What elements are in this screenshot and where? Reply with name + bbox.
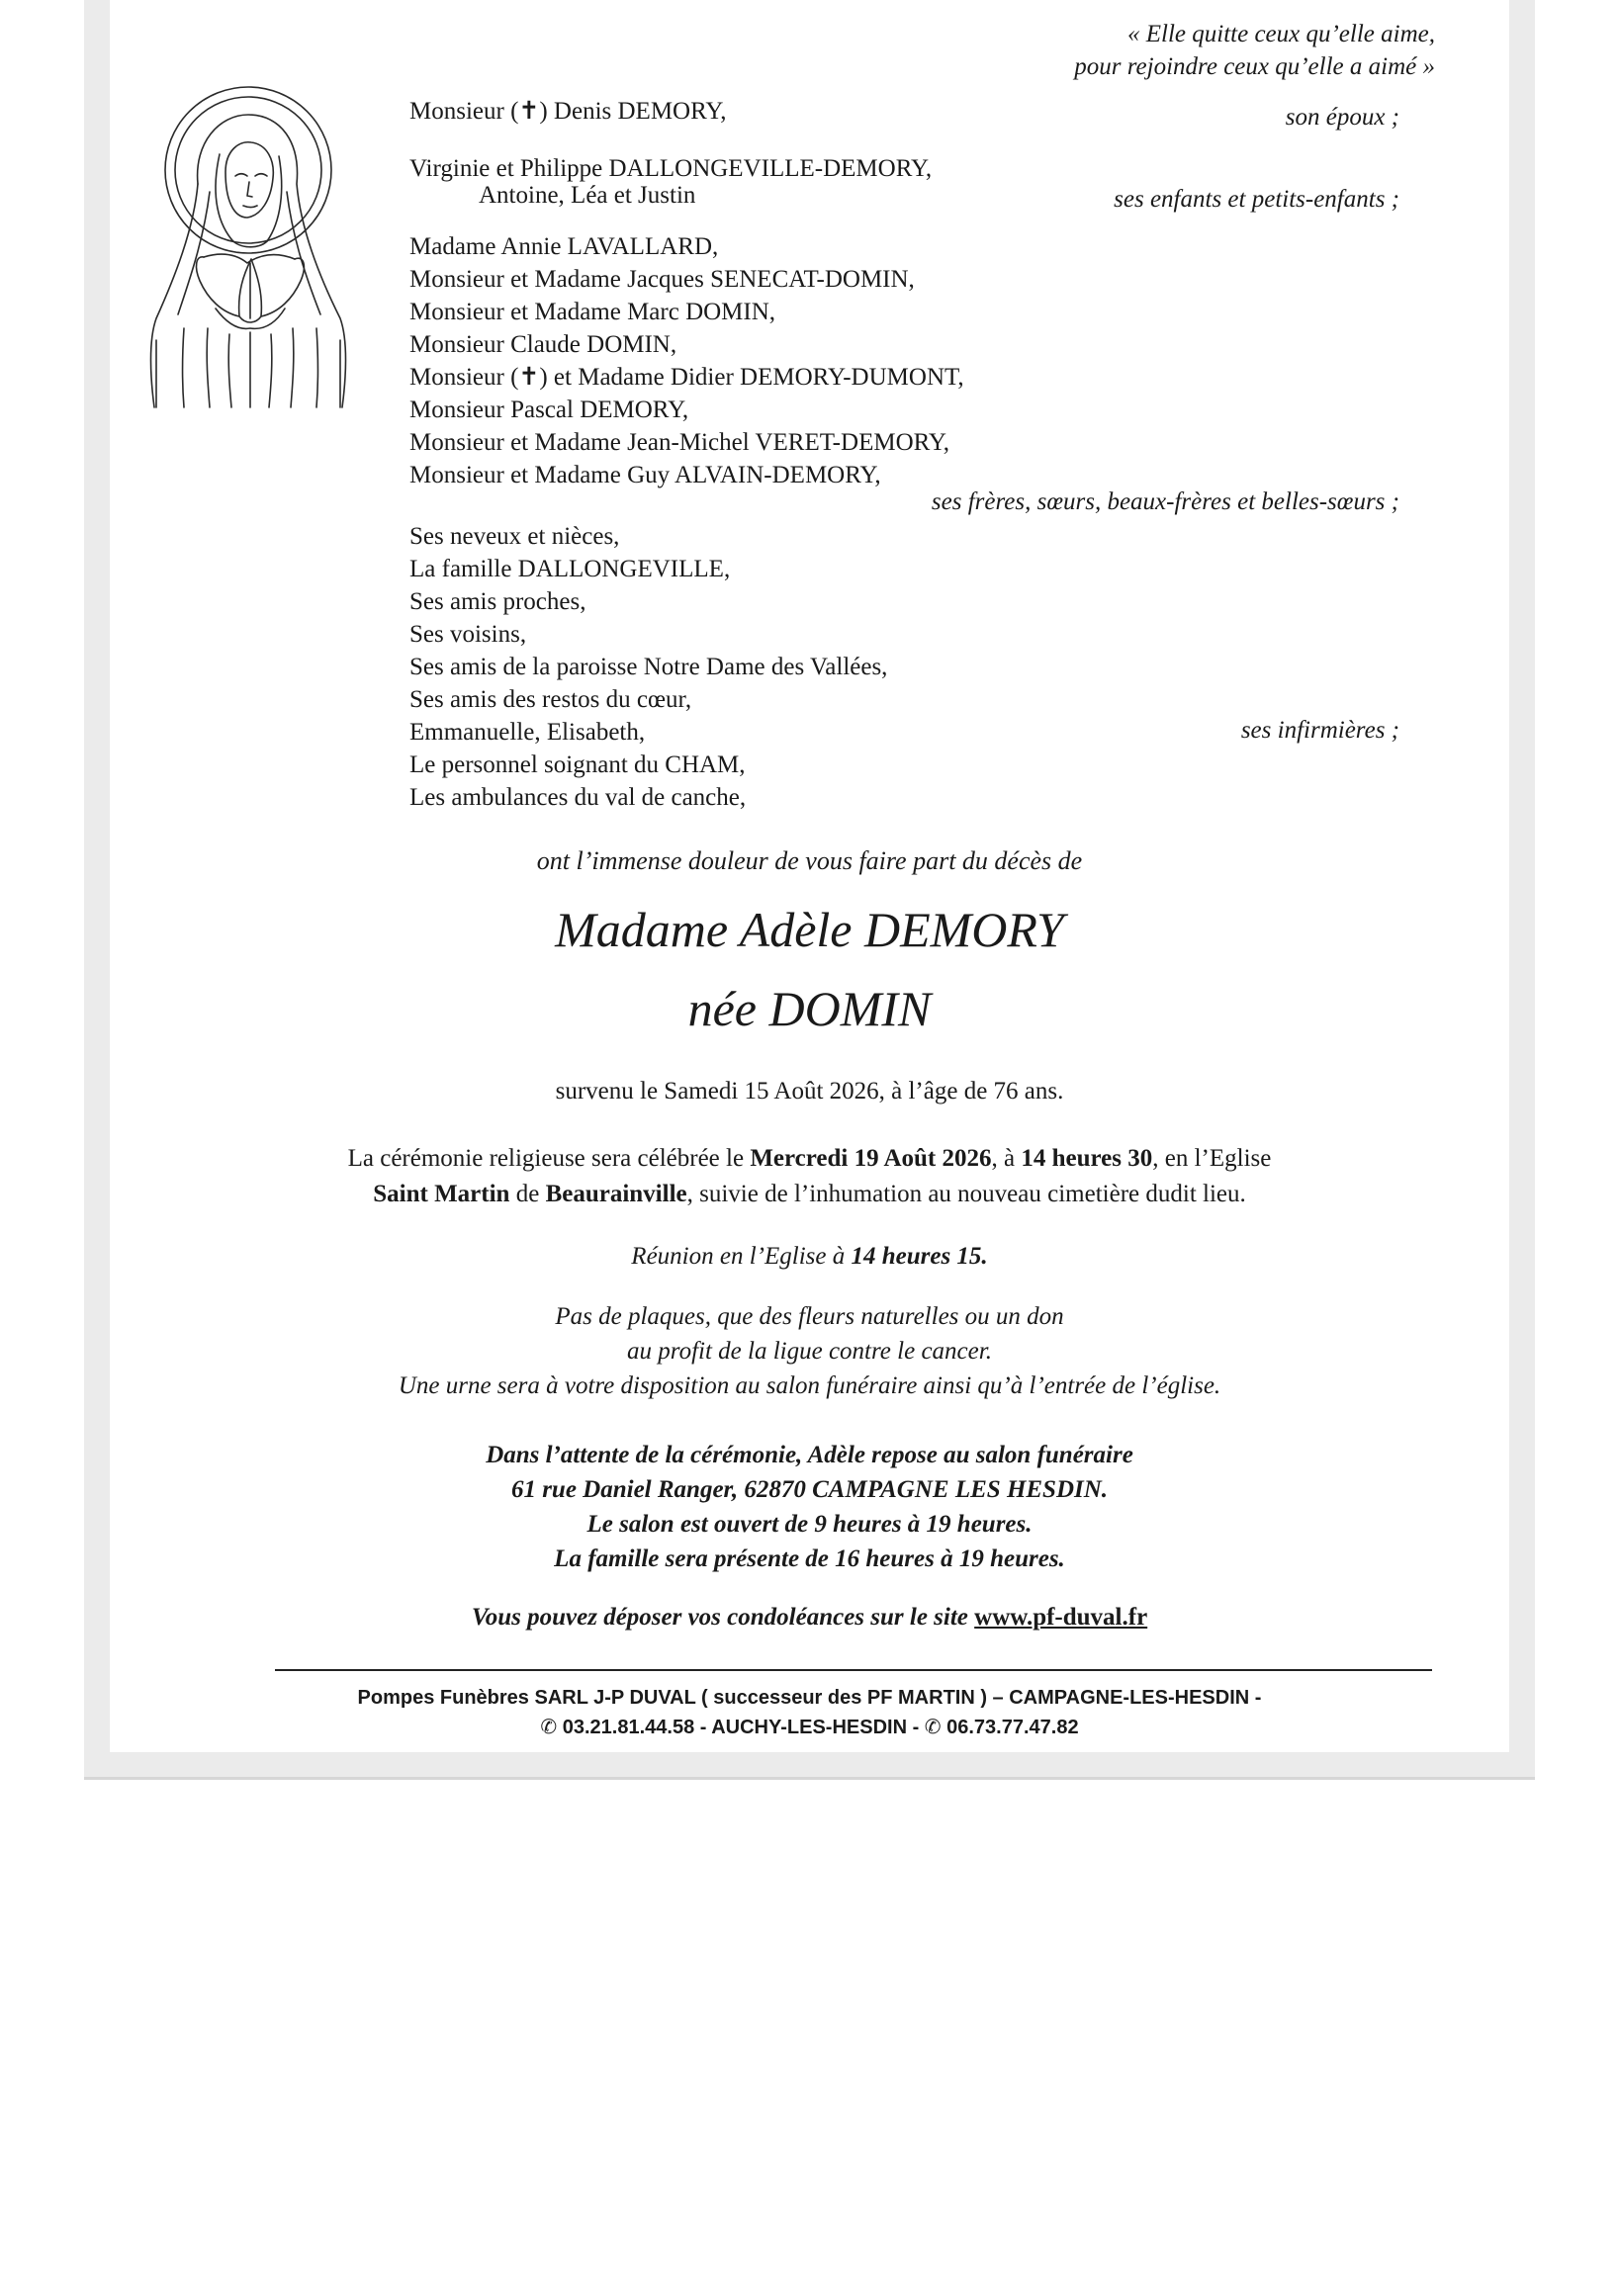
condolences-website-link[interactable]: www.pf-duval.fr (974, 1604, 1148, 1631)
reunion-time: 14 heures 15. (851, 1243, 988, 1270)
spouse-relation: son époux ; (1285, 104, 1399, 131)
other-name: Le personnel soignant du CHAM, (409, 751, 746, 778)
sibling-name: Monsieur et Madame Jean-Michel VERET-DEMORY, (409, 429, 949, 456)
sibling-name: Monsieur et Madame Guy ALVAIN-DEMORY, (409, 462, 881, 488)
death-info: survenu le Samedi 15 Août 2026, à l’âge de 76 ans. (555, 1078, 1064, 1104)
footer-line-1: Pompes Funèbres SARL J-P DUVAL ( successeur des PF MARTIN ) – CAMPAGNE-LES-HESDIN - (357, 1687, 1262, 1709)
reunion-text: Réunion en l’Eglise à (631, 1243, 852, 1270)
quote-line-2: pour rejoindre ceux qu’elle a aimé » (1074, 53, 1435, 80)
sibling-name: Monsieur Pascal DEMORY, (409, 397, 689, 423)
siblings-relation: ses frères, sœurs, beaux-frères et belles-sœurs ; (931, 488, 1399, 515)
ceremony-text: La cérémonie religieuse sera célébrée le (347, 1145, 751, 1172)
other-name: Ses amis des restos du cœur, (409, 686, 692, 713)
announcement: ont l’immense douleur de vous faire part du décès de (536, 846, 1083, 875)
children-relation: ses enfants et petits-enfants ; (1114, 186, 1399, 213)
ceremony-text: , à (991, 1145, 1022, 1172)
footer-line-2 (0, 1713, 1619, 1742)
nurses-relation: ses infirmières ; (1240, 717, 1399, 744)
deceased-maiden-name: née DOMIN (687, 981, 932, 1036)
phone-icon: ✆ (924, 1717, 942, 1738)
salon-line-3: Le salon est ouvert de 9 heures à 19 heures. (586, 1511, 1033, 1538)
flowers-line-1: Pas de plaques, que des fleurs naturelles ou un don (555, 1303, 1064, 1330)
quote-line-1: « Elle quitte ceux qu’elle aime, (1127, 21, 1435, 47)
ceremony-text: , suivie de l’inhumation au nouveau cimetière dudit lieu. (686, 1181, 1246, 1207)
other-name: Ses amis de la paroisse Notre Dame des Vallées, (409, 654, 888, 680)
deceased-name: Madame Adèle DEMORY (555, 902, 1064, 957)
ceremony-text: , en l’Eglise (1152, 1145, 1272, 1172)
ceremony-line-1 (0, 1141, 1619, 1177)
sibling-name: Monsieur Claude DOMIN, (409, 331, 677, 358)
ceremony-time: 14 heures 30 (1021, 1145, 1153, 1172)
other-name: La famille DALLONGEVILLE, (409, 556, 731, 582)
salon-line-1: Dans l’attente de la cérémonie, Adèle repose au salon funéraire (486, 1442, 1133, 1468)
church-town: Beaurainville (545, 1181, 687, 1207)
ceremony-line-2 (0, 1177, 1619, 1212)
footer-phone-2: 06.73.77.47.82 (941, 1717, 1079, 1738)
reunion-line (0, 1239, 1619, 1275)
phone-icon: ✆ (540, 1717, 558, 1738)
flowers-line-3: Une urne sera à votre disposition au salon funéraire ainsi qu’à l’entrée de l’église. (398, 1372, 1221, 1399)
sibling-name: Monsieur et Madame Marc DOMIN, (409, 299, 776, 325)
children-line-1: Virginie et Philippe DALLONGEVILLE-DEMORY, (409, 155, 933, 182)
salon-line-4: La famille sera présente de 16 heures à 19 heures. (554, 1545, 1065, 1572)
sibling-name: Monsieur et Madame Jacques SENECAT-DOMIN, (409, 266, 915, 293)
other-name: Ses voisins, (409, 621, 527, 648)
salon-line-2: 61 rue Daniel Ranger, 62870 CAMPAGNE LES HESDIN. (510, 1476, 1109, 1503)
footer-phone-1: 03.21.81.44.58 - AUCHY-LES-HESDIN - (557, 1717, 925, 1738)
praying-virgin-mary-icon (136, 81, 360, 415)
siblings-list (409, 230, 964, 491)
others-list (409, 520, 887, 814)
children-line-2: Antoine, Léa et Justin (479, 182, 696, 209)
condolences-text: Vous pouvez déposer vos condoléances sur le site (471, 1604, 975, 1631)
footer-divider (275, 1669, 1432, 1671)
spouse-name: Monsieur (✝) Denis DEMORY, (409, 98, 727, 125)
other-name: Ses neveux et nièces, (409, 523, 620, 550)
other-name: Les ambulances du val de canche, (409, 784, 747, 811)
sibling-name: Madame Annie LAVALLARD, (409, 233, 719, 260)
other-name: Emmanuelle, Elisabeth, (409, 719, 646, 746)
church-name: Saint Martin (373, 1181, 510, 1207)
frame-shadow (84, 1777, 1535, 1780)
ceremony-date: Mercredi 19 Août 2026 (750, 1145, 992, 1172)
sibling-name: Monsieur (✝) et Madame Didier DEMORY-DUMONT, (409, 364, 964, 391)
ceremony-text: de (509, 1181, 546, 1207)
condolences-line (0, 1600, 1619, 1635)
other-name: Ses amis proches, (409, 588, 586, 615)
flowers-line-2: au profit de la ligue contre le cancer. (627, 1338, 992, 1365)
